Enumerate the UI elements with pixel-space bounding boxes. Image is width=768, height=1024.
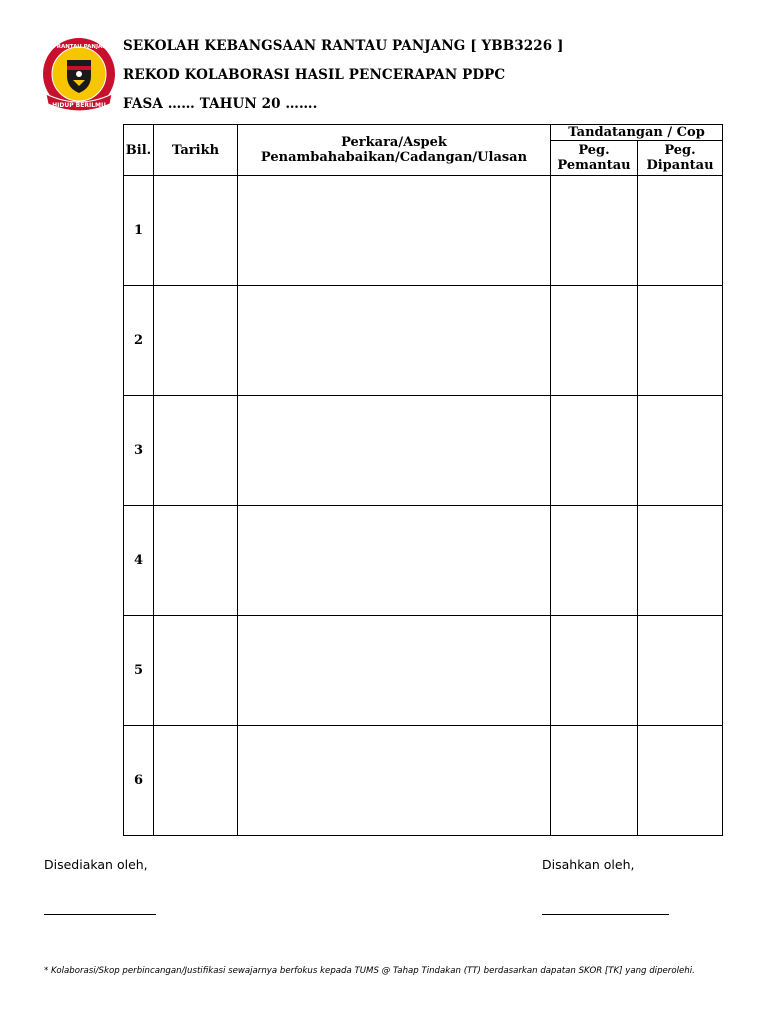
header-dipantau: Peg. Dipantau	[638, 141, 723, 176]
header-tandatangan: Tandatangan / Cop	[551, 125, 723, 141]
prepared-by-signature-line[interactable]	[44, 914, 156, 915]
phase-year-line: FASA …… TAHUN 20 …….	[123, 96, 318, 112]
cell-dipantau[interactable]	[638, 726, 723, 836]
header-pemantau: Peg. Pemantau	[551, 141, 638, 176]
cell-perkara[interactable]	[238, 286, 551, 396]
table-row	[124, 616, 723, 726]
header-bil: Bil.	[124, 125, 154, 176]
cell-tarikh[interactable]	[154, 506, 238, 616]
cell-tarikh[interactable]	[154, 616, 238, 726]
svg-text:HIDUP BERILMU: HIDUP BERILMU	[52, 102, 106, 109]
cell-tarikh[interactable]	[154, 286, 238, 396]
cell-perkara[interactable]	[238, 616, 551, 726]
header-perkara	[238, 125, 551, 176]
cell-pemantau[interactable]	[551, 286, 638, 396]
table-row	[124, 506, 723, 616]
cell-tarikh[interactable]	[154, 726, 238, 836]
collaboration-record-table	[123, 124, 723, 836]
school-logo	[40, 36, 118, 116]
table-row	[124, 726, 723, 836]
cell-dipantau[interactable]	[638, 286, 723, 396]
prepared-by-label: Disediakan oleh,	[44, 857, 148, 872]
header-perkara-line1: Perkara/Aspek	[341, 135, 447, 150]
header-perkara-line2: Penambahabaikan/Cadangan/Ulasan	[260, 150, 528, 165]
header-tarikh: Tarikh	[154, 125, 238, 176]
cell-pemantau[interactable]	[551, 396, 638, 506]
cell-perkara[interactable]	[238, 396, 551, 506]
row-number: 5	[124, 616, 154, 726]
approved-by-label: Disahkan oleh,	[542, 857, 635, 872]
cell-pemantau[interactable]	[551, 616, 638, 726]
svg-text:SK RANTAU PANJANG: SK RANTAU PANJANG	[46, 44, 112, 50]
cell-dipantau[interactable]	[638, 396, 723, 506]
approved-by-signature-line[interactable]	[542, 914, 669, 915]
cell-perkara[interactable]	[238, 176, 551, 286]
cell-dipantau[interactable]	[638, 506, 723, 616]
row-number: 2	[124, 286, 154, 396]
row-number: 1	[124, 176, 154, 286]
row-number: 3	[124, 396, 154, 506]
table-header-row	[124, 125, 723, 141]
cell-pemantau[interactable]	[551, 726, 638, 836]
cell-tarikh[interactable]	[154, 396, 238, 506]
table-row	[124, 176, 723, 286]
cell-pemantau[interactable]	[551, 506, 638, 616]
table-row	[124, 396, 723, 506]
cell-dipantau[interactable]	[638, 176, 723, 286]
cell-pemantau[interactable]	[551, 176, 638, 286]
form-title: REKOD KOLABORASI HASIL PENCERAPAN PDPC	[123, 67, 506, 83]
cell-perkara[interactable]	[238, 726, 551, 836]
cell-perkara[interactable]	[238, 506, 551, 616]
table-row	[124, 286, 723, 396]
cell-tarikh[interactable]	[154, 176, 238, 286]
footnote: * Kolaborasi/Skop perbincangan/Justifikasi sewajarnya berfokus kepada TUMS @ Tahap Tindakan (TT) berdasarkan dapatan SKOR [TK] yang diperolehi.	[44, 966, 695, 976]
cell-dipantau[interactable]	[638, 616, 723, 726]
row-number: 6	[124, 726, 154, 836]
row-number: 4	[124, 506, 154, 616]
school-name: SEKOLAH KEBANGSAAN RANTAU PANJANG [ YBB3226 ]	[123, 38, 564, 54]
